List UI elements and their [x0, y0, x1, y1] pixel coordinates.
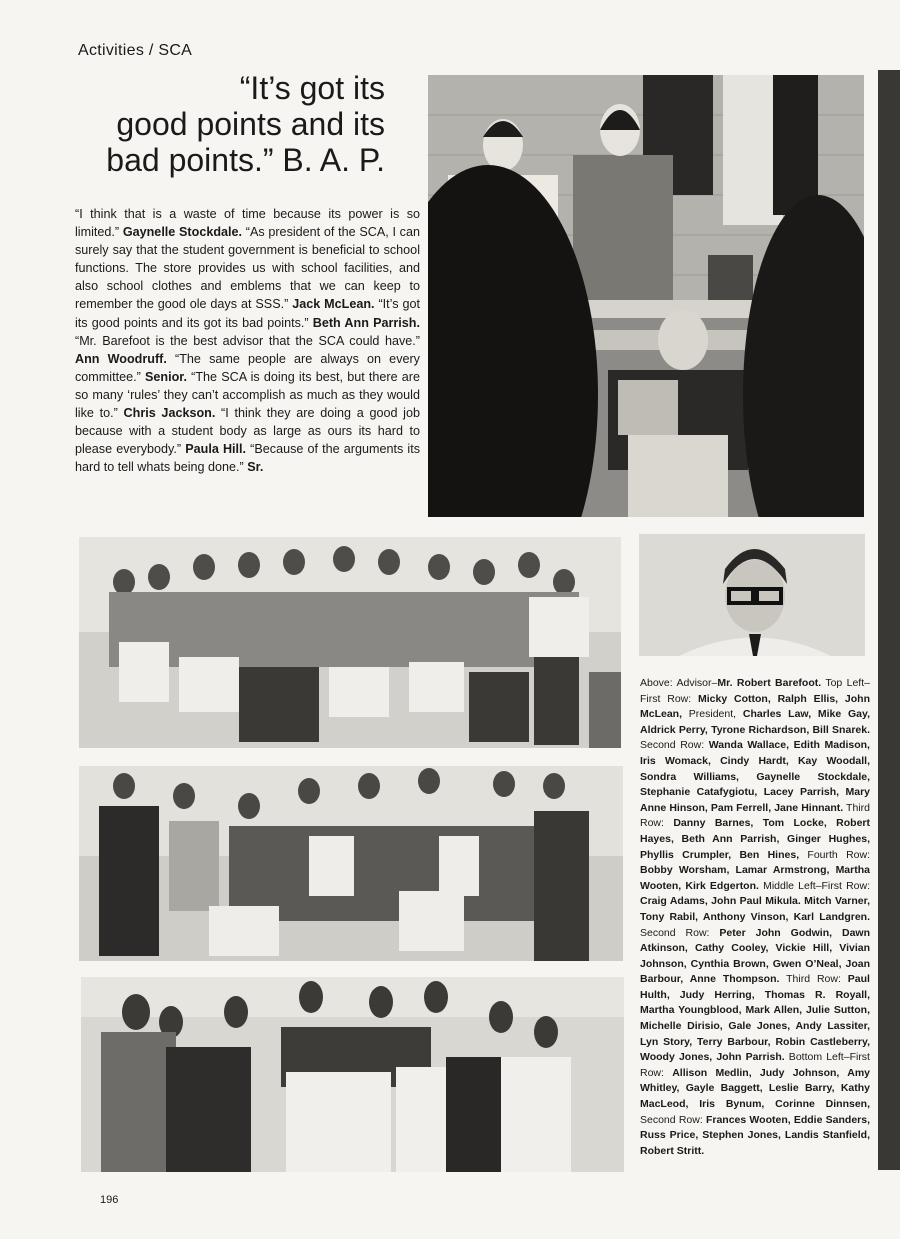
- store-photo: [428, 75, 864, 517]
- quote-text: “Because of the arguments its hard to tell whats being done.”: [75, 442, 420, 475]
- quote-text: “It’s got its good points and its got its bad points.”: [75, 297, 420, 330]
- caption-name: Wanda Wallace, Edith Madison, Iris Womack, Cindy Hardt, Kay Woodall, Sondra Williams, Gaynelle Stockdale, Stephanie Catafygiotu, Lacey Parrish, Mary Anne Hinson, Pam Ferrell, Jane Hinnant.: [640, 739, 870, 814]
- caption-name: Frances Wooten, Eddie Sanders, Russ Price, Stephen Jones, Landis Stanfield, Robert Stritt.: [640, 1113, 870, 1157]
- quotes-body-text: [75, 205, 420, 476]
- group-photo-bottom: [81, 977, 624, 1172]
- caption-name: Allison Medlin, Judy Johnson, Amy Whitley, Gayle Baggett, Leslie Barry, Kathy MacLeod, Iris Bynum, Corinne Dinnsen,: [640, 1066, 870, 1111]
- caption-name: Charles Law, Mike Gay, Aldrick Perry, Tyrone Richardson, Bill Snarek.: [640, 708, 870, 736]
- adjacent-page-edge: [878, 70, 900, 1170]
- caption-text: Fourth Row:: [799, 848, 870, 861]
- caption-text: Third Row:: [640, 801, 870, 830]
- quote-text: “Mr. Barefoot is the best advisor that the SCA could have.”: [75, 333, 420, 348]
- group-photo-middle: [79, 766, 623, 961]
- quote-name: Gaynelle Stockdale.: [122, 225, 243, 240]
- page-number: 196: [100, 1194, 119, 1206]
- quote-name: Beth Ann Parrish.: [312, 315, 420, 330]
- caption-text: Third Row:: [779, 973, 848, 986]
- headline-line-2: good points and its: [116, 106, 385, 142]
- quote-text: “The SCA is doing its best, but there are so many ‘rules’ they can’t accomplish as much as they would like to.”: [75, 369, 420, 421]
- quote-name: Sr.: [247, 460, 264, 475]
- photo-caption: [640, 676, 870, 1159]
- caption-text: Above: Advisor–: [640, 677, 718, 689]
- quote-name: Paula Hill.: [185, 442, 247, 457]
- group-photo-top: [79, 537, 621, 748]
- headline-line-1: “It’s got its: [239, 70, 385, 106]
- caption-text: Second Row:: [640, 926, 720, 939]
- caption-text: Top Left–First Row:: [640, 677, 870, 705]
- quote-text: “As president of the SCA, I can surely say that the student government is beneficial to school functions. The store provides us with school facilities, and also school clothes and emblems that we can keep to remember the good ole days at SSS.”: [75, 225, 420, 312]
- quote-name: Ann Woodruff.: [75, 351, 167, 366]
- caption-name: Peter John Godwin, Dawn Atkinson, Cathy Cooley, Vickie Hill, Vivian Johnson, Cynthia Brown, Gwen O’Neal, Joan Barbour, Anne Thompson.: [640, 926, 870, 986]
- caption-name: Bobby Worsham, Lamar Armstrong, Martha Wooten, Kirk Edgerton.: [640, 864, 870, 892]
- caption-text: Middle Left–First Row:: [758, 879, 870, 892]
- caption-name: Danny Barnes, Tom Locke, Robert Hayes, Beth Ann Parrish, Ginger Hughes, Phyllis Crumpler, Ben Hines,: [640, 817, 870, 861]
- section-label: Activities / SCA: [78, 42, 193, 59]
- advisor-portrait-photo: [639, 534, 865, 656]
- quote-name: Jack McLean.: [292, 297, 375, 312]
- quote-name: Chris Jackson.: [123, 406, 216, 421]
- quote-name: Senior.: [144, 369, 187, 384]
- quote-text: “The same people are always on every committee.”: [75, 351, 420, 384]
- caption-text: President,: [682, 708, 743, 721]
- caption-name: Paul Hulth, Judy Herring, Thomas R. Royall, Martha Youngblood, Mark Allen, Julie Sutton, Michelle Dirisio, Gale Jones, Andy Lassiter, Lyn Story, Terry Barbour, Robin Castleberry, Woody Jones, John Parrish.: [640, 973, 870, 1064]
- headline-line-3: bad points.” B. A. P.: [106, 142, 385, 178]
- headline: [60, 70, 385, 178]
- caption-text: Second Row:: [640, 1113, 706, 1126]
- caption-name: Mr. Robert Barefoot.: [717, 677, 822, 689]
- quote-text: “I think that is a waste of time because its power is so limited.”: [75, 207, 420, 240]
- caption-name: Craig Adams, John Paul Mikula. Mitch Varner, Tony Rabil, Anthony Vinson, Karl Landgren.: [640, 895, 870, 923]
- quote-text: “I think they are doing a good job because with a student body as large as ours its hard to please everybody.”: [75, 406, 420, 457]
- caption-name: Micky Cotton, Ralph Ellis, John McLean,: [640, 692, 870, 721]
- caption-text: Second Row:: [640, 739, 709, 752]
- caption-text: Bottom Left–First Row:: [640, 1051, 870, 1079]
